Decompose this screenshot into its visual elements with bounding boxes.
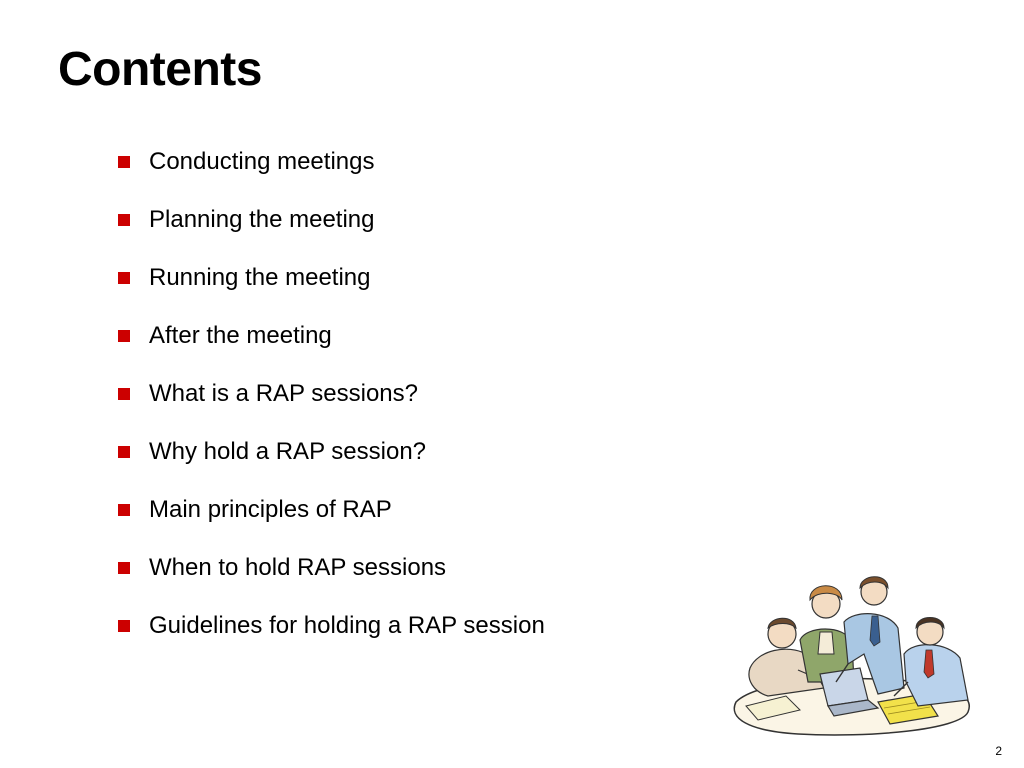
- meeting-illustration: [728, 570, 978, 740]
- square-bullet-icon: [118, 504, 130, 516]
- square-bullet-icon: [118, 446, 130, 458]
- list-item: [118, 249, 545, 307]
- contents-list: [118, 133, 545, 655]
- list-item: [118, 539, 545, 597]
- list-item: [118, 307, 545, 365]
- list-item: [118, 133, 545, 191]
- list-item-text: Guidelines for holding a RAP session: [149, 612, 545, 639]
- slide-title: Contents: [58, 43, 262, 96]
- list-item-text: What is a RAP sessions?: [149, 380, 419, 407]
- list-item-text: Running the meeting: [149, 264, 371, 291]
- list-item: [118, 423, 545, 481]
- square-bullet-icon: [118, 214, 130, 226]
- square-bullet-icon: [118, 562, 130, 574]
- square-bullet-icon: [118, 620, 130, 632]
- list-item: [118, 597, 545, 655]
- list-item-text: Main principles of RAP: [149, 496, 392, 523]
- square-bullet-icon: [118, 388, 130, 400]
- page-number: 2: [995, 744, 1002, 758]
- list-item-text: After the meeting: [149, 322, 332, 349]
- square-bullet-icon: [118, 156, 130, 168]
- square-bullet-icon: [118, 272, 130, 284]
- square-bullet-icon: [118, 330, 130, 342]
- list-item-text: Conducting meetings: [149, 148, 375, 175]
- list-item-text: When to hold RAP sessions: [149, 554, 447, 581]
- list-item-text: Why hold a RAP session?: [149, 438, 427, 465]
- list-item: [118, 365, 545, 423]
- list-item-text: Planning the meeting: [149, 206, 375, 233]
- list-item: [118, 481, 545, 539]
- list-item: [118, 191, 545, 249]
